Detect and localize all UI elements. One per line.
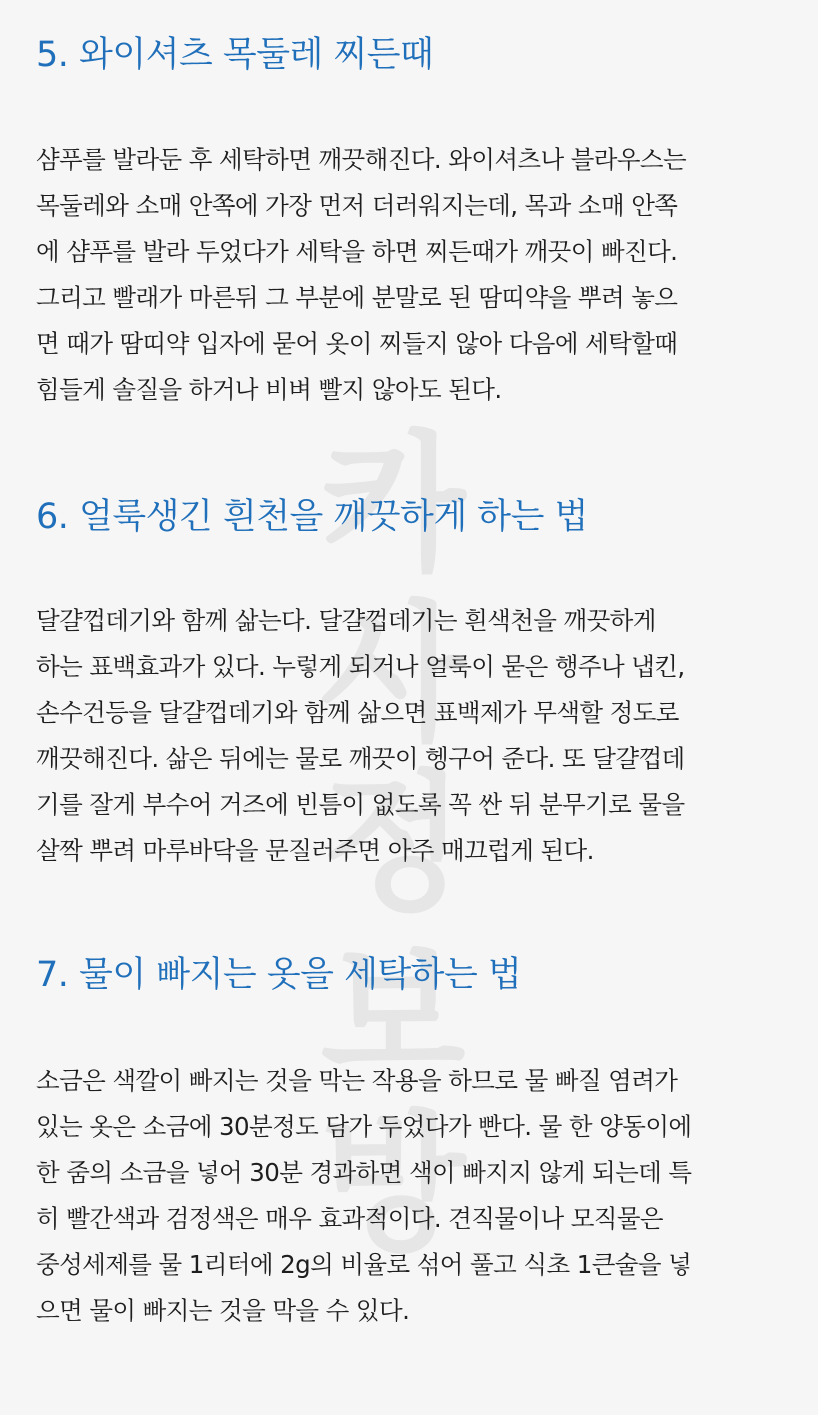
section-paragraph-7 [36, 1058, 802, 1334]
paragraph-line: 그리고 빨래가 마른뒤 그 부분에 분말로 된 땀띠약을 뿌려 놓으 [36, 283, 678, 312]
paragraph-line: 달걀껍데기와 함께 삶는다. 달걀껍데기는 흰색천을 깨끗하게 [36, 606, 656, 635]
paragraph-line: 한 줌의 소금을 넣어 30분 경과하면 색이 빠지지 않게 되는데 특 [36, 1158, 692, 1187]
paragraph-line: 힘들게 솔질을 하거나 비벼 빨지 않아도 된다. [36, 375, 502, 404]
paragraph-line: 손수건등을 달걀껍데기와 함께 삶으면 표백제가 무색할 정도로 [36, 698, 679, 727]
watermark-char: 방 [320, 1098, 466, 1272]
section-paragraph-5 [36, 137, 802, 413]
watermark-char: 정 [320, 758, 466, 932]
paragraph-line: 깨끗해진다. 삶은 뒤에는 물로 깨끗이 헹구어 준다. 또 달걀껍데 [36, 744, 685, 773]
watermark-char: 보 [320, 928, 466, 1102]
section-title-7: 7. 물이 빠지는 옷을 세탁하는 법 [36, 955, 522, 995]
paragraph-line: 샴푸를 발라둔 후 세탁하면 깨끗해진다. 와이셔츠나 블라우스는 [36, 145, 687, 174]
paragraph-line: 있는 옷은 소금에 30분정도 담가 두었다가 빤다. 물 한 양동이에 [36, 1112, 692, 1141]
paragraph-line: 살짝 뿌려 마루바닥을 문질러주면 아주 매끄럽게 된다. [36, 836, 594, 865]
section-title-6: 6. 얼룩생긴 흰천을 깨끗하게 하는 법 [36, 497, 588, 537]
paragraph-line: 에 샴푸를 발라 두었다가 세탁을 하면 찌든때가 깨끗이 빠진다. [36, 237, 678, 266]
paragraph-line: 기를 잘게 부수어 거즈에 빈틈이 없도록 꼭 싼 뒤 분무기로 물을 [36, 790, 685, 819]
paragraph-line: 하는 표백효과가 있다. 누렇게 되거나 얼룩이 묻은 행주나 냅킨, [36, 652, 685, 681]
paragraph-line: 중성세제를 물 1리터에 2g의 비율로 섞어 풀고 식초 1큰술을 넣 [36, 1250, 692, 1279]
paragraph-line: 면 때가 땀띠약 입자에 묻어 옷이 찌들지 않아 다음에 세탁할때 [36, 329, 678, 358]
paragraph-line: 목둘레와 소매 안쪽에 가장 먼저 더러워지는데, 목과 소매 안쪽 [36, 191, 678, 220]
watermark-char: 카 [320, 418, 466, 592]
watermark-char: 사 [320, 588, 466, 762]
paragraph-line: 소금은 색깔이 빠지는 것을 막는 작용을 하므로 물 빠질 염려가 [36, 1066, 678, 1095]
section-paragraph-6 [36, 598, 802, 874]
paragraph-line: 으면 물이 빠지는 것을 막을 수 있다. [36, 1296, 410, 1325]
section-title-5: 5. 와이셔츠 목둘레 찌든때 [36, 35, 434, 75]
paragraph-line: 히 빨간색과 검정색은 매우 효과적이다. 견직물이나 모직물은 [36, 1204, 663, 1233]
